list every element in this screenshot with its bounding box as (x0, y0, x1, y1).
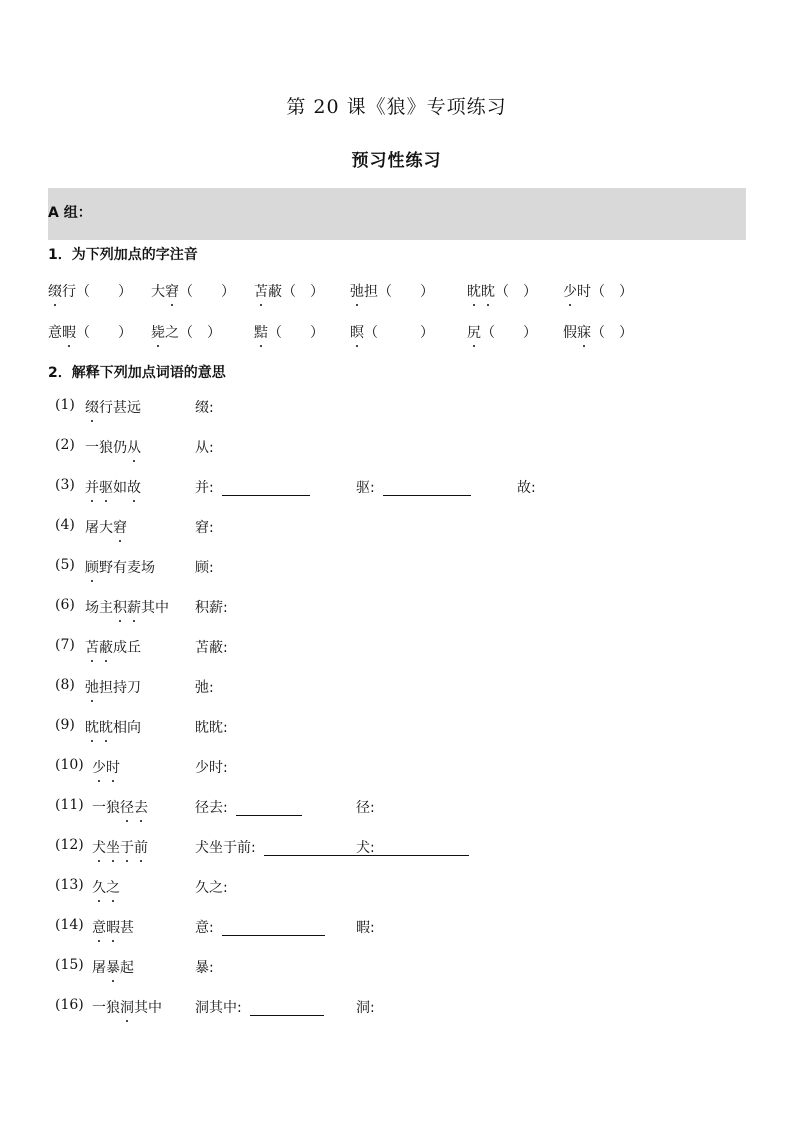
item-number: (8) (55, 677, 75, 693)
phrase (85, 717, 141, 737)
pinyin-item (48, 322, 132, 342)
phrase-text: 野有麦场 (99, 560, 155, 576)
page-title: 第 20 课《狼》专项练习 (286, 96, 507, 118)
answer-label (356, 997, 375, 1017)
phrase (85, 597, 169, 617)
phrase (85, 517, 127, 537)
dotted-char: 积 (113, 597, 127, 617)
dotted-char: 暇 (62, 322, 76, 342)
word-text: （ ） (364, 325, 434, 341)
answer-label (195, 797, 302, 817)
pinyin-item (151, 281, 235, 301)
item-number: (10) (55, 757, 84, 773)
phrase-text: 如 (113, 480, 127, 496)
answer-label (195, 957, 214, 977)
pinyin-item (151, 322, 221, 342)
dotted-char: 苫 (85, 637, 99, 657)
phrase (92, 997, 162, 1017)
dotted-char: 之 (106, 877, 120, 897)
answer-blank[interactable] (222, 480, 310, 496)
item-number: (5) (55, 557, 75, 573)
answer-label (195, 917, 325, 937)
answer-label (195, 757, 228, 777)
answer-label-text: 窘: (195, 520, 214, 536)
phrase-text: 行甚远 (99, 400, 141, 416)
dotted-char: 窘 (113, 517, 127, 537)
phrase (92, 877, 120, 897)
phrase (85, 677, 141, 697)
phrase-text: 起 (120, 960, 134, 976)
dotted-char: 薪 (127, 597, 141, 617)
word-text: 蔽（ ） (268, 284, 324, 300)
word-text: 假 (563, 325, 577, 341)
answer-label (356, 837, 375, 857)
answer-label (195, 637, 228, 657)
dotted-char: 径 (120, 797, 134, 817)
answer-label (195, 517, 214, 537)
phrase (92, 837, 148, 857)
dotted-char: 缀 (48, 281, 62, 301)
dotted-char: 少 (563, 281, 577, 301)
item-number: (6) (55, 597, 75, 613)
word-text: （ ） (268, 325, 324, 341)
answer-label (195, 717, 228, 737)
dotted-char: 犬 (92, 837, 106, 857)
dotted-char: 久 (92, 877, 106, 897)
phrase (92, 917, 134, 937)
phrase (85, 437, 141, 457)
phrase-text: 一狼 (92, 1000, 120, 1016)
pinyin-item (563, 281, 633, 301)
dotted-char: 蔽 (99, 637, 113, 657)
answer-label-text: 驱: (356, 480, 375, 496)
phrase (92, 797, 148, 817)
dotted-char: 尻 (467, 322, 481, 342)
answer-label (356, 477, 471, 497)
dotted-char: 眈 (481, 281, 495, 301)
dotted-char: 寐 (577, 322, 591, 342)
answer-label (195, 477, 310, 497)
answer-label-text: 径: (356, 800, 375, 816)
answer-label-text: 顾: (195, 560, 214, 576)
word-text: （ ） (591, 325, 633, 341)
dotted-char: 暴 (106, 957, 120, 977)
dotted-char: 驱 (99, 477, 113, 497)
item-number: (9) (55, 717, 75, 733)
pinyin-item (48, 281, 132, 301)
dotted-char: 故 (127, 477, 141, 497)
word-text: （ ） (495, 284, 537, 300)
item-number: (13) (55, 877, 84, 893)
phrase (85, 397, 141, 417)
item-number: (11) (55, 797, 84, 813)
answer-label (356, 917, 375, 937)
phrase-text: 其中 (134, 1000, 162, 1016)
pinyin-item (563, 322, 633, 342)
word-text: 大 (151, 284, 165, 300)
phrase (85, 477, 141, 497)
phrase-text: 担持刀 (99, 680, 141, 696)
word-text: 时（ ） (577, 284, 633, 300)
dotted-char: 去 (134, 797, 148, 817)
answer-label-text: 意: (195, 920, 214, 936)
answer-label (517, 477, 536, 497)
word-text: 意 (48, 325, 62, 341)
answer-label (195, 677, 214, 697)
pinyin-item (350, 322, 434, 342)
dotted-char: 前 (134, 837, 148, 857)
answer-label (195, 397, 214, 417)
answer-label (195, 557, 214, 577)
item-number: (12) (55, 837, 84, 853)
item-number: (2) (55, 437, 75, 453)
phrase (92, 757, 120, 777)
dotted-char: 少 (92, 757, 106, 777)
phrase (85, 557, 155, 577)
answer-label-text: 缀: (195, 400, 214, 416)
dotted-char: 缀 (85, 397, 99, 417)
answer-label (195, 837, 469, 857)
phrase-text: 场主 (85, 600, 113, 616)
dotted-char: 眈 (99, 717, 113, 737)
answer-label-text: 弛: (195, 680, 214, 696)
dotted-char: 窘 (165, 281, 179, 301)
answer-label-text: 犬: (356, 840, 375, 856)
answer-label (356, 797, 375, 817)
dotted-char: 毙 (151, 322, 165, 342)
dotted-char: 意 (92, 917, 106, 937)
dotted-char: 洞 (120, 997, 134, 1017)
answer-label-text: 从: (195, 440, 214, 456)
phrase-text: 屠大 (85, 520, 113, 536)
dotted-char: 眈 (85, 717, 99, 737)
phrase-text: 其中 (141, 600, 169, 616)
phrase-text: 一狼仍 (85, 440, 127, 456)
word-text: 担（ ） (364, 284, 434, 300)
answer-label-text: 并: (195, 480, 214, 496)
dotted-char: 顾 (85, 557, 99, 577)
dotted-char: 并 (85, 477, 99, 497)
answer-label-text: 暇: (356, 920, 375, 936)
section-subtitle: 预习性练习 (351, 151, 442, 171)
dotted-char: 从 (127, 437, 141, 457)
answer-blank[interactable] (222, 920, 325, 936)
pinyin-item (350, 281, 434, 301)
dotted-char: 弛 (85, 677, 99, 697)
answer-label-text: 久之: (195, 880, 228, 896)
answer-label (195, 877, 228, 897)
question-1-heading: 1．为下列加点的字注音 (48, 247, 198, 263)
word-text: 行（ ） (62, 284, 132, 300)
dotted-char: 时 (106, 757, 120, 777)
item-number: (1) (55, 397, 75, 413)
answer-label (195, 597, 228, 617)
dotted-char: 黠 (254, 322, 268, 342)
answer-label (195, 997, 324, 1017)
group-band (48, 188, 746, 240)
dotted-char: 苫 (254, 281, 268, 301)
phrase-text: 一狼 (92, 800, 120, 816)
answer-label (195, 437, 214, 457)
phrase (92, 957, 134, 977)
word-text: （ ） (481, 325, 537, 341)
phrase-text: 相向 (113, 720, 141, 736)
item-number: (16) (55, 997, 84, 1013)
answer-label-text: 暴: (195, 960, 214, 976)
pinyin-item (467, 322, 537, 342)
dotted-char: 暇 (106, 917, 120, 937)
answer-label-text: 洞: (356, 1000, 375, 1016)
item-number: (14) (55, 917, 84, 933)
dotted-char: 坐 (106, 837, 120, 857)
answer-label-text: 苫蔽: (195, 640, 228, 656)
phrase (85, 637, 141, 657)
group-label: A 组： (48, 205, 92, 221)
answer-blank[interactable] (250, 1000, 324, 1016)
word-text: 之（ ） (165, 325, 221, 341)
item-number: (3) (55, 477, 75, 493)
dotted-char: 于 (120, 837, 134, 857)
dotted-char: 眈 (467, 281, 481, 301)
answer-label-text: 故: (517, 480, 536, 496)
answer-label-text: 径去: (195, 800, 228, 816)
item-number: (4) (55, 517, 75, 533)
question-2-heading: 2．解释下列加点词语的意思 (48, 365, 226, 381)
dotted-char: 瞑 (350, 322, 364, 342)
answer-blank[interactable] (383, 480, 471, 496)
answer-label-text: 洞其中: (195, 1000, 242, 1016)
answer-label-text: 少时: (195, 760, 228, 776)
answer-blank[interactable] (236, 800, 302, 816)
phrase-text: 成丘 (113, 640, 141, 656)
pinyin-item (467, 281, 537, 301)
word-text: （ ） (179, 284, 235, 300)
answer-label-text: 眈眈: (195, 720, 228, 736)
item-number: (15) (55, 957, 84, 973)
phrase-text: 甚 (120, 920, 134, 936)
answer-label-text: 犬坐于前: (195, 840, 256, 856)
item-number: (7) (55, 637, 75, 653)
pinyin-item (254, 281, 324, 301)
dotted-char: 弛 (350, 281, 364, 301)
word-text: （ ） (76, 325, 132, 341)
answer-label-text: 积薪: (195, 600, 228, 616)
pinyin-item (254, 322, 324, 342)
phrase-text: 屠 (92, 960, 106, 976)
